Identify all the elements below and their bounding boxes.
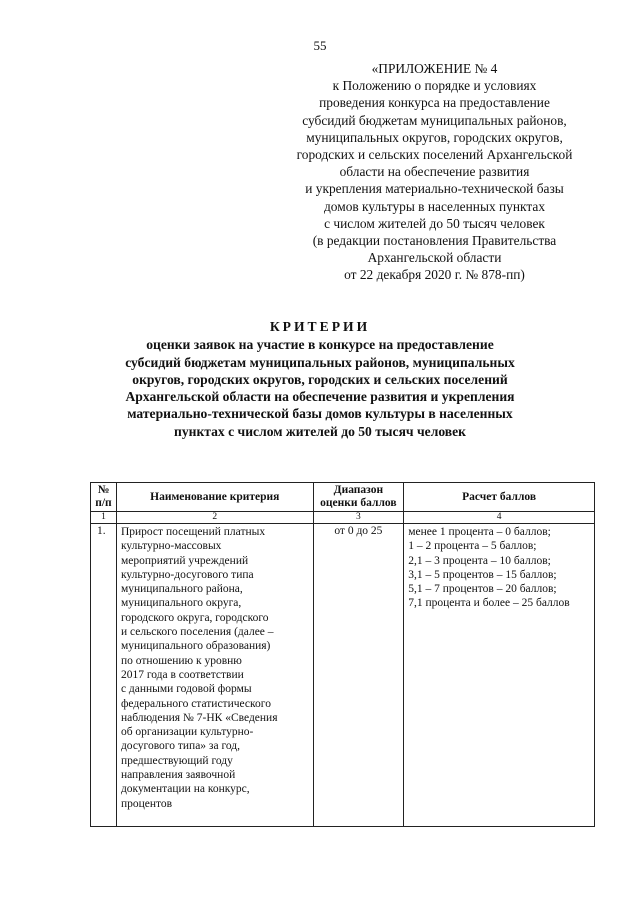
- criterion-line: федерального статистического: [120, 697, 271, 710]
- annex-line: области на обеспечение развития: [339, 164, 530, 180]
- annex-line: городских и сельских поселений Архангельской: [296, 147, 573, 163]
- table-header-row: [91, 483, 595, 512]
- title-line: Архангельской области на обеспечение развития и укрепления: [125, 389, 515, 405]
- page-number: 55: [313, 38, 327, 53]
- title-main: КРИТЕРИИ: [269, 319, 371, 334]
- criterion-line: документации на конкурс,: [120, 783, 250, 796]
- criterion-line: 2017 года в соответствии: [120, 668, 244, 681]
- criterion-line: процентов: [120, 797, 173, 810]
- criterion-line: и сельского поселения (далее –: [120, 626, 274, 639]
- column-number: 4: [404, 512, 595, 524]
- criterion-line: Прирост посещений платных: [120, 526, 266, 538]
- header-range-line: Диапазон: [333, 484, 384, 496]
- title-line: субсидий бюджетам муниципальных районов, муниципальных: [125, 354, 515, 370]
- column-numbers-row: [91, 512, 595, 524]
- criterion-name: [116, 524, 313, 827]
- criterion-line: мероприятий учреждений: [120, 554, 249, 567]
- annex-line: к Положению о порядке и условиях: [332, 78, 537, 94]
- calc-line: 5,1 – 7 процентов – 20 баллов;: [408, 583, 557, 596]
- criterion-line: по отношению к уровню: [120, 654, 242, 667]
- title-line: материально-технической базы домов культуры в населенных: [127, 406, 513, 422]
- table-row: [91, 524, 595, 827]
- annex-line: проведения конкурса на предоставление: [319, 95, 550, 111]
- score-range: от 0 до 25: [313, 524, 404, 827]
- criterion-line: муниципального округа,: [120, 597, 242, 610]
- annex-line: с числом жителей до 50 тысяч человек: [324, 215, 545, 231]
- criterion-line: наблюдения № 7-НК «Сведения: [120, 711, 278, 724]
- column-number: 2: [116, 512, 313, 524]
- annex-line: субсидий бюджетам муниципальных районов,: [302, 112, 567, 128]
- criterion-line: об организации культурно-: [120, 726, 254, 739]
- column-number: 1: [91, 512, 117, 524]
- document-title: [70, 318, 570, 440]
- header-score-range: [313, 483, 404, 512]
- calc-line: 7,1 процента и более – 25 баллов: [408, 597, 570, 610]
- row-number: 1.: [91, 524, 117, 827]
- criteria-table: [90, 482, 595, 827]
- calc-line: 3,1 – 5 процентов – 15 баллов;: [408, 568, 557, 581]
- annex-line: домов культуры в населенных пунктах: [323, 198, 546, 214]
- annex-line: муниципальных округов, городских округов,: [306, 129, 563, 145]
- header-score-calculation: Расчет баллов: [404, 483, 595, 512]
- title-line: округов, городских округов, городских и сельских поселений: [132, 371, 508, 387]
- column-number: 3: [313, 512, 404, 524]
- criterion-line: направления заявочной: [120, 769, 236, 782]
- criterion-line: предшествующий году: [120, 754, 233, 767]
- calc-line: 1 – 2 процента – 5 баллов;: [408, 540, 537, 553]
- header-number: [91, 483, 117, 512]
- header-criterion-name: Наименование критерия: [116, 483, 313, 512]
- criterion-line: досугового типа» за год,: [120, 740, 241, 753]
- title-line: оценки заявок на участие в конкурсе на предоставление: [146, 337, 494, 353]
- annex-line: от 22 декабря 2020 г. № 878-пп): [344, 267, 525, 283]
- annex-header: [262, 60, 607, 284]
- criterion-line: муниципального образования): [120, 640, 271, 653]
- annex-line: и укрепления материально-технической базы: [305, 181, 564, 197]
- annex-line: (в редакции постановления Правительства: [312, 233, 557, 249]
- criterion-line: культурно-досугового типа: [120, 568, 254, 581]
- annex-line: «ПРИЛОЖЕНИЕ № 4: [371, 61, 498, 76]
- title-line: пунктах с числом жителей до 50 тысяч человек: [173, 423, 466, 439]
- calc-line: 2,1 – 3 процента – 10 баллов;: [408, 554, 551, 567]
- header-number-line: №: [97, 484, 110, 496]
- header-number-line: п/п: [95, 497, 112, 509]
- header-range-line: оценки баллов: [320, 497, 397, 509]
- annex-line: Архангельской области: [367, 250, 502, 266]
- score-calculation: [404, 524, 595, 827]
- calc-line: менее 1 процента – 0 баллов;: [408, 526, 551, 538]
- criterion-line: с данными годовой формы: [120, 683, 252, 696]
- criterion-line: культурно-массовых: [120, 540, 222, 553]
- criterion-line: городского округа, городского: [120, 611, 269, 624]
- criterion-line: муниципального района,: [120, 583, 243, 596]
